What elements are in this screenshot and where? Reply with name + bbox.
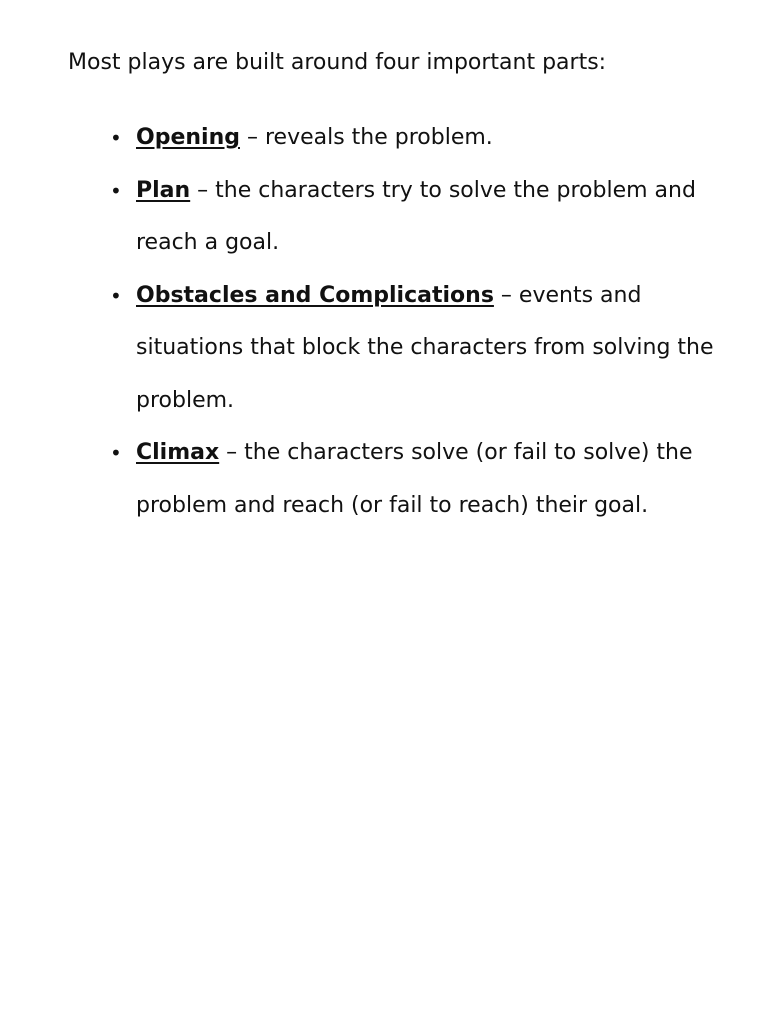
bullet-icon: • bbox=[110, 283, 122, 308]
description-opening: – reveals the problem. bbox=[239, 125, 493, 150]
intro-sentence: Most plays are built around four important parts: bbox=[68, 50, 607, 75]
list-item-climax bbox=[108, 427, 733, 532]
description-plan: – the characters try to solve the problem and reach a goal. bbox=[136, 177, 696, 255]
bullet-icon: • bbox=[110, 441, 122, 465]
term-climax: Climax bbox=[136, 440, 220, 465]
list-item-obstacles bbox=[108, 270, 733, 428]
description-obstacles: – events and situations that block the characters from solving the problem. bbox=[136, 282, 714, 413]
description-climax: – the characters solve (or fail to solve) the problem and reach (or fail to reach) their goal. bbox=[136, 440, 693, 518]
bullet-icon: • bbox=[110, 126, 122, 150]
term-opening: Opening bbox=[136, 125, 240, 150]
term-plan: Plan bbox=[136, 177, 191, 203]
bullet-icon: • bbox=[110, 178, 122, 203]
list-item-plan bbox=[108, 165, 733, 270]
list-item-opening bbox=[108, 112, 733, 165]
parts-list bbox=[108, 112, 733, 532]
term-obstacles: Obstacles and Complications bbox=[136, 282, 494, 308]
